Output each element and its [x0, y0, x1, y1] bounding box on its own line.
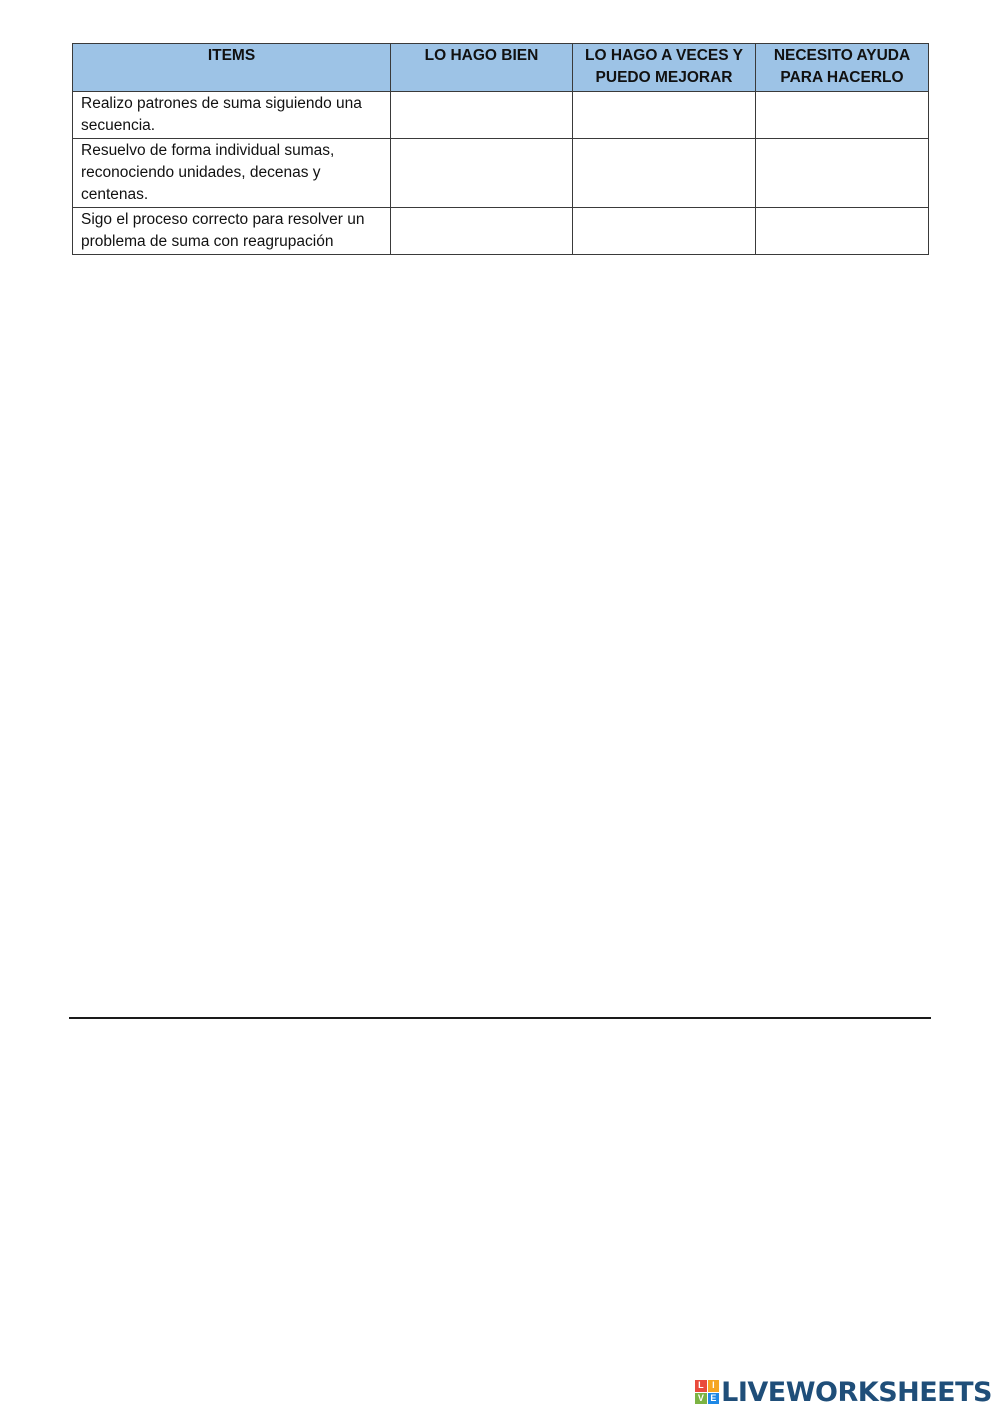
- item-cell: Resuelvo de forma individual sumas, reconociendo unidades, decenas y centenas.: [73, 139, 391, 208]
- answer-cell-lo-hago-a-veces[interactable]: [573, 139, 756, 208]
- header-necesito-ayuda: NECESITO AYUDA PARA HACERLO: [756, 44, 929, 92]
- liveworksheets-mark-icon: [695, 1380, 719, 1404]
- horizontal-divider: [69, 1017, 931, 1019]
- answer-cell-lo-hago-bien[interactable]: [391, 208, 573, 255]
- answer-cell-necesito-ayuda[interactable]: [756, 208, 929, 255]
- header-lo-hago-a-veces: LO HAGO A VECES Y PUEDO MEJORAR: [573, 44, 756, 92]
- brand-mark-letter: I: [708, 1380, 720, 1392]
- table-row: [73, 208, 929, 255]
- answer-cell-necesito-ayuda[interactable]: [756, 139, 929, 208]
- answer-cell-lo-hago-bien[interactable]: [391, 92, 573, 139]
- brand-mark-letter: V: [695, 1393, 707, 1405]
- answer-cell-lo-hago-a-veces[interactable]: [573, 92, 756, 139]
- table-row: [73, 92, 929, 139]
- answer-cell-lo-hago-a-veces[interactable]: [573, 208, 756, 255]
- header-items: ITEMS: [73, 44, 391, 92]
- item-cell: Sigo el proceso correcto para resolver un problema de suma con reagrupación: [73, 208, 391, 255]
- table-header-row: [73, 44, 929, 92]
- brand-name: LIVEWORKSHEETS: [721, 1376, 992, 1408]
- brand-mark-letter: L: [695, 1380, 707, 1392]
- item-cell: Realizo patrones de suma siguiendo una secuencia.: [73, 92, 391, 139]
- brand-mark-letter: E: [708, 1393, 720, 1405]
- answer-cell-lo-hago-bien[interactable]: [391, 139, 573, 208]
- header-lo-hago-bien: LO HAGO BIEN: [391, 44, 573, 92]
- table-row: [73, 139, 929, 208]
- liveworksheets-logo: [695, 1377, 992, 1407]
- self-assessment-table: [72, 43, 929, 255]
- answer-cell-necesito-ayuda[interactable]: [756, 92, 929, 139]
